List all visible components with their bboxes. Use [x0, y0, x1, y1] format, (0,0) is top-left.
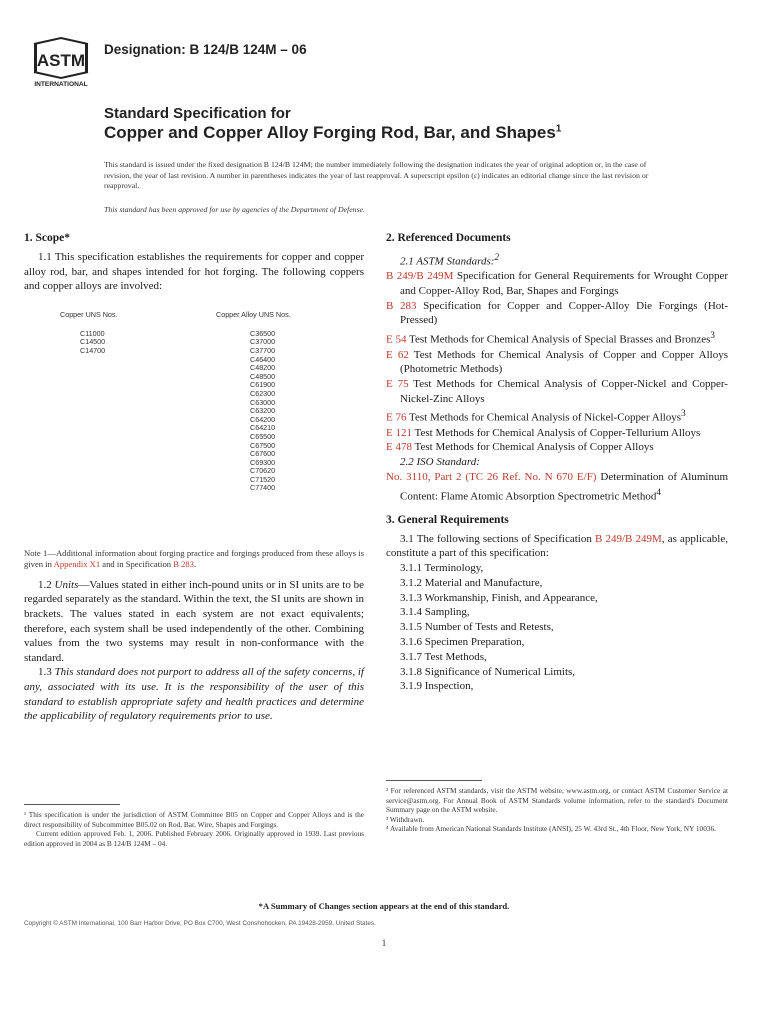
uns-cell: C11000: [80, 328, 105, 338]
safety-text: This standard does not purport to address all of the safety concerns, if any, associated with its use. It is the responsibility of the user of this standard to establish appropriate safety and health practices and determine the applicability of regulatory requirements prior to use.: [24, 666, 364, 723]
uns-cell: C70620: [250, 466, 276, 476]
note-text: Note 1—Additional information about forging practice and forgings produced from these alloys is given in: [24, 547, 364, 569]
uns-cell: C62300: [250, 388, 276, 398]
ref-title: Test Methods for Chemical Analysis of Copper-Tellurium Alloys: [411, 426, 701, 439]
ref-title: Test Methods for Chemical Analysis of Special Brasses and Bronzes: [406, 333, 711, 346]
para-number: 1.2: [38, 578, 55, 591]
list-item: 3.1.6 Specimen Preparation,: [400, 636, 525, 649]
uns-cell: C48200: [250, 363, 276, 373]
footnote-mark: 2: [494, 252, 500, 262]
page-number: 1: [381, 938, 387, 948]
ref-item: [386, 426, 728, 441]
uns-cell: C46400: [250, 354, 276, 364]
ref-title: Specification for General Requirements for Wrought Copper and Copper-Alloy Rod, Bar, Shapes and Forgings: [400, 270, 728, 298]
uns-cell: C37000: [250, 337, 276, 347]
list-item: 3.1.3 Workmanship, Finish, and Appearance,: [400, 591, 598, 604]
right-column: [386, 230, 728, 694]
general-list: [400, 561, 728, 694]
designation: Designation: B 124/B 124M – 06: [104, 42, 307, 57]
list-item: 3.1.8 Significance of Numerical Limits,: [400, 665, 576, 678]
ref-link[interactable]: E 75: [386, 377, 409, 390]
uns-cell: C67600: [250, 449, 276, 459]
uns-copper-list: [80, 330, 105, 356]
scope-heading: 1. Scope*: [24, 232, 70, 244]
uns-cell: C61900: [250, 380, 276, 390]
uns-cell: C14500: [80, 337, 106, 347]
uns-table-header-copper: Copper UNS Nos.: [60, 309, 118, 319]
b249-link[interactable]: B 249/B 249M: [594, 532, 662, 545]
uns-cell: C63200: [250, 406, 276, 416]
uns-cell: C64210: [250, 423, 276, 433]
preamble: This standard is issued under the fixed designation B 124/B 124M; the number immediately following the designation indicates the year of original adoption or, in the case of revision, the year of last revision. A number in parentheses indicates the year of last reapproval. A superscript epsilon (ε) indicates an editorial change since the last revision or reapproval.: [104, 160, 649, 190]
footnote-rule-left: [24, 804, 120, 805]
uns-cell: C36500: [250, 328, 276, 338]
uns-table-header-alloy: Copper Alloy UNS Nos.: [216, 309, 291, 319]
note-1: [24, 548, 364, 570]
ref-item: [386, 377, 728, 406]
general-3-1: [386, 532, 728, 561]
approval-note: This standard has been approved for use by agencies of the Department of Defense.: [104, 205, 366, 214]
iso-standard-sub: 2.2 ISO Standard:: [400, 456, 480, 469]
ref-link[interactable]: B 249/B 249M: [386, 270, 454, 283]
svg-text:ASTM: ASTM: [36, 51, 86, 70]
title-text: Copper and Copper Alloy Forging Rod, Bar, and Shapes: [104, 123, 556, 142]
referenced-list: [386, 269, 728, 455]
footnote-mark: 3: [710, 330, 715, 341]
left-column: [24, 230, 364, 724]
para-text: 3.1 The following sections of Specification: [400, 532, 595, 545]
uns-cell: C63000: [250, 397, 276, 407]
list-item: 3.1.9 Inspection,: [400, 680, 474, 693]
ref-link[interactable]: E 54: [386, 333, 407, 346]
uns-cell: C71520: [250, 474, 276, 484]
uns-alloy-list: [250, 330, 275, 493]
uns-cell: C14700: [80, 345, 106, 355]
uns-cell: C37700: [250, 345, 276, 355]
uns-cell: C64200: [250, 414, 276, 424]
list-item: 3.1.1 Terminology,: [400, 562, 484, 575]
ref-link[interactable]: E 76: [386, 412, 407, 424]
ref-title: Test Methods for Chemical Analysis of Copper-Nickel and Copper-Nickel-Zinc Alloys: [400, 377, 728, 405]
ref-item: [386, 269, 728, 298]
ref-item: [386, 406, 728, 425]
note-text: .: [193, 558, 197, 569]
units-text: —Values stated in either inch-pound units or in SI units are to be regarded separately as the standard. Within the text, the SI units are shown in brackets. The values stated in each system are not exact equivalents; therefore, each system shall be used independently of the other. Combining values from the two systems may result in non-conformance with the standard.: [24, 578, 364, 664]
footnote-2: ² For referenced ASTM standards, visit the ASTM website, www.astm.org, or contact ASTM Customer Service at service@astm.org. For Annual Book of ASTM Standards volume information, refer to the standard's Document Summary page on the ASTM website.: [386, 786, 728, 815]
footnote-3: ³ Withdrawn.: [386, 814, 425, 824]
ref-title: Determination of Aluminum Content: Flame Atomic Absorption Spectrometric Method: [400, 470, 728, 503]
list-item: 3.1.4 Sampling,: [400, 606, 470, 619]
ref-item: [386, 328, 728, 347]
referenced-heading: 2. Referenced Documents: [386, 232, 511, 244]
iso-item: [386, 470, 728, 504]
ref-title: Test Methods for Chemical Analysis of Nickel-Copper Alloys: [406, 412, 682, 424]
title-footnote-mark: 1: [555, 123, 562, 135]
footnote-rule-right: [386, 780, 482, 781]
ref-item: [386, 440, 728, 455]
appendix-x1-link[interactable]: Appendix X1: [53, 558, 101, 569]
uns-cell: C67500: [250, 440, 276, 450]
uns-cell: C77400: [250, 483, 276, 493]
uns-cell: C69300: [250, 457, 276, 467]
ref-link[interactable]: E 62: [386, 348, 409, 361]
ref-link[interactable]: E 121: [386, 426, 412, 439]
ref-item: [386, 299, 728, 328]
ref-item: [386, 348, 728, 377]
list-item: 3.1.2 Material and Manufacture,: [400, 576, 543, 589]
astm-standards-sub: [400, 250, 728, 269]
units-label: Units: [54, 578, 79, 591]
footnote-1: ¹ This specification is under the jurisdiction of ASTM Committee B05 on Copper and Copper Alloys and is the direct responsibility of Subcommittee B05.02 on Rod, Bar, Wire, Shapes and Forgings.: [24, 810, 364, 829]
list-item: 3.1.7 Test Methods,: [400, 650, 487, 663]
ref-title: Test Methods for Chemical Analysis of Copper Alloys: [411, 441, 654, 454]
ref-link[interactable]: B 283: [386, 299, 417, 312]
summary-notice: *A Summary of Changes section appears at the end of this standard.: [258, 901, 510, 911]
title-line-2: [104, 123, 561, 143]
b283-link[interactable]: B 283: [173, 558, 194, 569]
footnote-right: [386, 786, 728, 834]
footnote-4: ⁴ Available from American National Standards Institute (ANSI), 25 W. 43rd St., 4th Floor, New York, NY 10036.: [386, 824, 716, 834]
iso-link[interactable]: No. 3110, Part 2 (TC 26 Ref. No. N 670 E/F): [386, 470, 597, 483]
para-number: 1.3: [38, 666, 55, 679]
para-text: , as applicable, constitute a part of this specification:: [386, 532, 728, 560]
note-text: and in Specification: [100, 558, 174, 569]
astm-logo-icon: [28, 34, 94, 88]
footnote-1-edition: Current edition approved Feb. 1, 2006. Published February 2006. Originally approved in 1939. Last previous edition approved in 2004 as B 124/B 124M – 04.: [24, 829, 364, 848]
ref-link[interactable]: E 478: [386, 441, 412, 454]
title-line-1: Standard Specification for: [104, 105, 291, 122]
copyright: Copyright © ASTM International, 100 Barr Harbor Drive, PO Box C700, West Conshohocken, PA 19428-2959, United States.: [24, 920, 376, 927]
ref-title: Specification for Copper and Copper-Alloy Die Forgings (Hot-Pressed): [400, 299, 728, 327]
uns-table: [24, 308, 364, 540]
ref-title: Test Methods for Chemical Analysis of Copper and Copper Alloys (Photometric Methods): [400, 348, 728, 376]
scope-1-3: [24, 665, 364, 723]
svg-text:INTERNATIONAL: INTERNATIONAL: [34, 81, 88, 88]
footnote-mark: 3: [681, 408, 686, 419]
general-heading: 3. General Requirements: [386, 513, 509, 526]
scope-1-1: 1.1 This specification establishes the requirements for copper and copper alloy rod, bar, and shapes intended for hot forging. The following coppers and copper alloys are involved:: [24, 251, 364, 293]
uns-cell: C48500: [250, 371, 276, 381]
list-item: 3.1.5 Number of Tests and Retests,: [400, 621, 554, 634]
scope-1-2: [24, 578, 364, 666]
uns-cell: C65500: [250, 431, 276, 441]
footnote-mark: 4: [656, 486, 661, 497]
sub-label: 2.1 ASTM Standards:: [400, 255, 495, 268]
footnote-left: [24, 810, 364, 848]
